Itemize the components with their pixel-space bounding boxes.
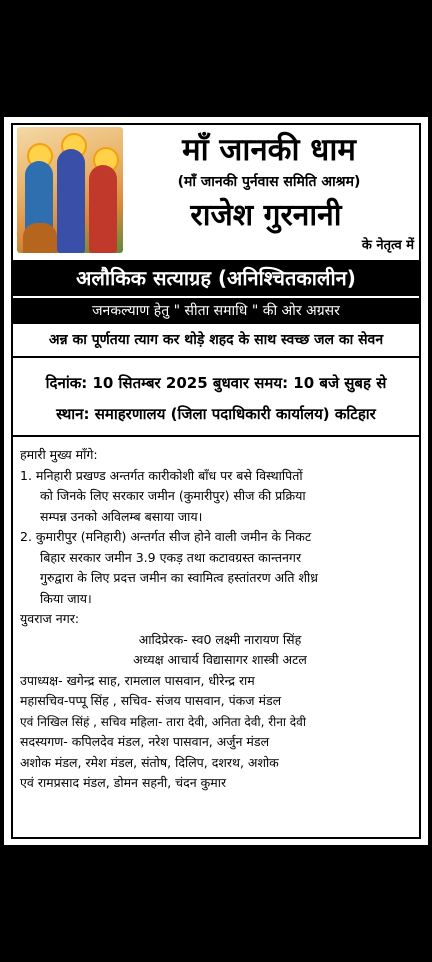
divider [13,356,419,358]
committee-line: सदस्यगण- कपिलदेव मंडल, नरेश पासवान, अर्जुन मंडल [20,734,270,749]
title: माँ जानकी धाम [182,132,356,168]
demands-heading: हमारी मुख्य माँगे: [20,447,98,462]
fast-description: अन्न का पूर्णतया त्याग कर थोड़े शहद के साथ स्वच्छ जल का सेवन [48,332,384,348]
demand-2-line: गुरुद्वारा के लिए प्रदत्त जमीन का स्वामित्व हस्तांतरण अति शीध्र [40,570,318,585]
figure-ram [57,149,85,253]
figure-sita [89,165,117,253]
banner-sub: जनकल्याण हेतु " सीता समाधि " की ओर अग्रसर [13,298,419,324]
place-line: स्थान: समाहरणालय (जिला पदाधिकारी कार्यालय) कटिहार [56,405,376,423]
deity-image [17,127,123,253]
committee-line: एवं निखिल सिंहं , सचिव महिला- तारा देवी, अनिता देवी, रीना देवी [20,714,306,729]
committee-line: अशोक मंडल, रमेश मंडल, संतोष, दिलिप, दशरथ, अशोक [20,754,279,770]
demand-2-line: किया जाय। [40,590,92,606]
demand-1-line: 1. मनिहारी प्रखण्ड अन्तर्गत कारीकोशी बाँध पर बसे विस्थापितों [20,467,303,483]
committee-line: एवं रामप्रसाद मंडल, डोमन सहनी, चंदन कुमार [20,775,227,790]
demand-1-line: को जिनके लिए सरकार जमीन (कुमारीपुर) सीज की प्रक्रिया [40,488,306,503]
figure-hanuman [23,223,57,253]
divider [13,435,419,437]
leader-name: राजेश गुरनानी [190,198,342,233]
committee-heading: युवराज नगर: [20,611,80,626]
demands-section [20,445,420,794]
poster [4,117,428,845]
leadership-text: के नेतृत्व में [361,238,414,253]
subtitle: (माँ जानकी पुर्नवास समिति आश्रम) [177,174,361,190]
demand-2-line: 2. कुमारीपुर (मनिहारी) अन्तर्गत सीज होने वाली जमीन के निकट [20,529,312,544]
committee-line: महासचिव-पप्पू सिंह , सचिव- संजय पासवान, पंकज मंडल [20,693,282,708]
demand-2-line: बिहार सरकार जमीन 3.9 एकड़ तथा कटावग्रस्त कान्तनगर [40,549,302,565]
banner-main: अलौकिक सत्याग्रह (अनिश्चितकालीन) [13,260,419,296]
committee-line: उपाध्यक्ष- खगेन्द्र साह, रामलाल पासवान, धीरेन्द्र राम [20,672,255,688]
date-line: दिनांक: 10 सितम्बर 2025 बुधवार समय: 10 बजे सुबह से [45,374,387,392]
committee-patron: आदिप्रेरक- स्व0 लक्ष्मी नारायण सिंह [138,631,302,647]
committee-president: अध्यक्ष आचार्य विद्यासागर शास्त्री अटल [133,652,307,667]
demand-1-line: सम्पन्न उनको अविलम्ब बसाया जाय। [40,508,203,524]
